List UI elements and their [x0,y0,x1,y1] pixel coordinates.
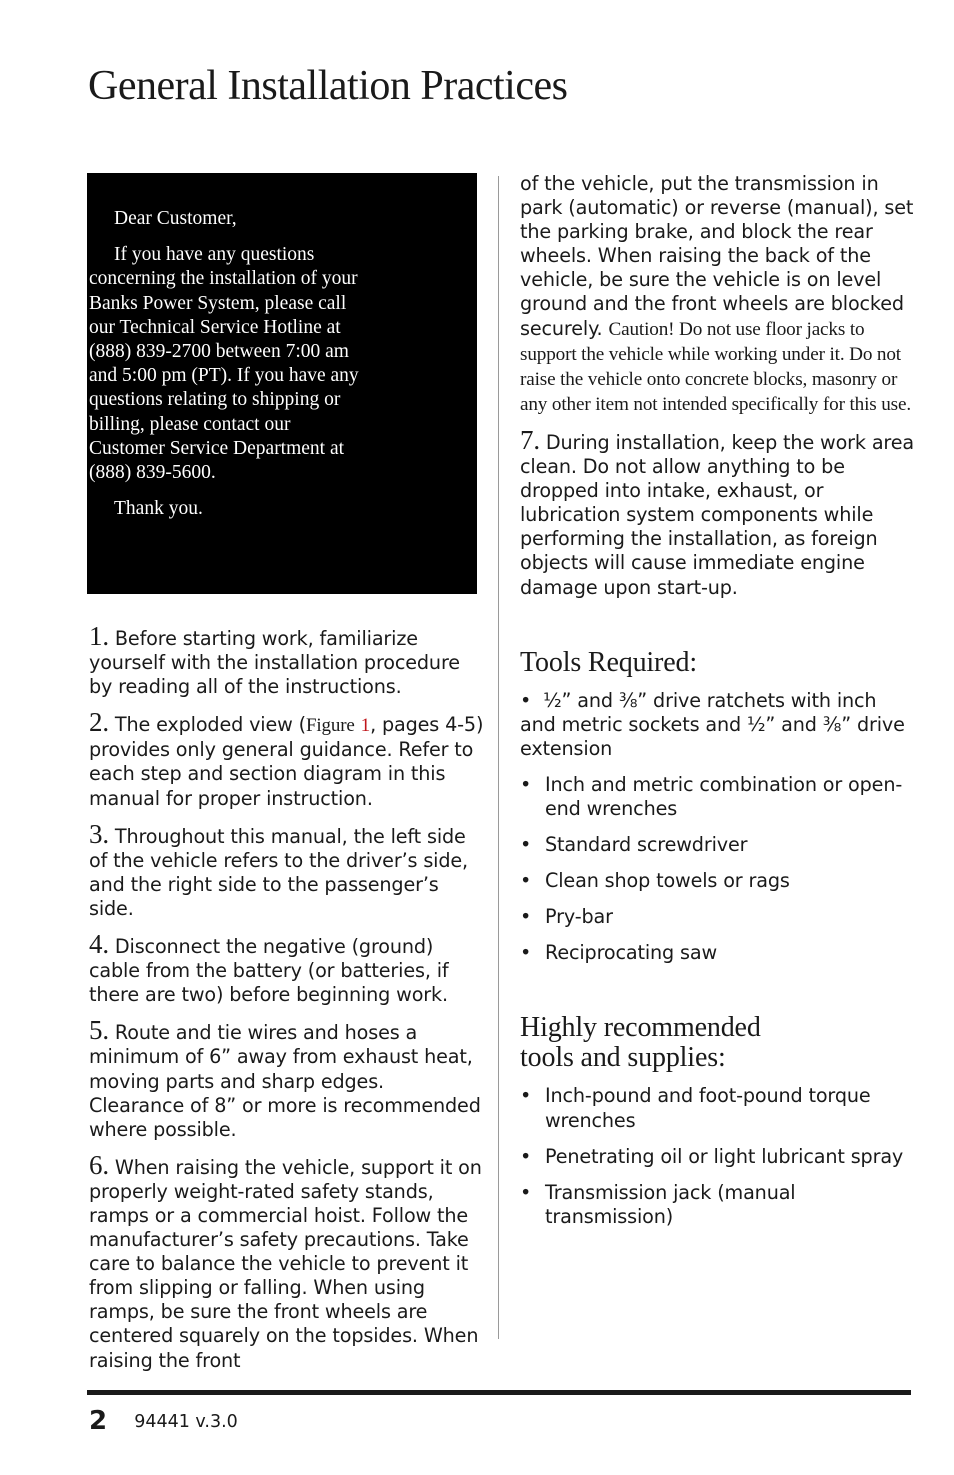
step-number: 6. [89,1149,109,1180]
page-footer [89,1406,238,1436]
step-number: 3. [89,818,109,849]
letter-closing: Thank you. [114,498,203,520]
page-number: 2 [89,1406,108,1436]
list-item: • Inch-pound and foot-pound torque wrenches [520,1084,871,1132]
list-item: • Transmission jack (manual transmission) [520,1180,796,1228]
list-item: • Reciprocating saw [520,941,718,965]
step-5 [89,1015,484,1141]
list-item: • Standard screwdriver [520,833,748,857]
step-text: During installation, keep the work area clean. Do not allow anything to be dropped into intake, exhaust, or lubrication system components while performing the installation, as foreign objects will cause immediate engine damage upon start-up. [520,430,915,599]
tools-required-list [520,689,915,966]
step-3 [89,818,484,921]
footer-rule [87,1390,911,1395]
list-item: • Clean shop towels or rags [520,869,790,893]
step-text: Throughout this manual, the left side of the vehicle refers to the driver’s side, and the right side to the passenger’s side. [89,824,468,920]
left-column [89,621,484,1384]
step-number: 7. [520,424,540,455]
step-2 [89,707,484,810]
list-item: • ½” and ⅜” drive ratchets with inch and metric sockets and ½” and ⅜” drive extension [520,688,905,760]
tools-required-heading: Tools Required: [520,646,697,678]
step-text: Before starting work, familiarize yourself with the installation procedure by reading all of the instructions. [89,627,460,699]
step-text: Disconnect the negative (ground) cable from the battery (or batteries, if there are two) before beginning work. [89,935,449,1007]
step-text: , pages 4-5) provides only general guidance. Refer to each step and section diagram in this manual for proper instruction. [89,713,484,810]
step-text: When raising the vehicle, support it on properly weight-rated safety stands, ramps or a commercial hoist. Follow the manufacturer’s safety precautions. Take care to balance the vehicle to prevent it from slipping or falling. When using ramps, be sure the front wheels are centered squarely on the topsides. When raising the front [89,1155,482,1372]
step-6-continued [520,172,915,417]
letter-body: If you have any questions concerning the installation of your Banks Power System, please call our Technical Service Hotline at (888) 839-2700 between 7:00 am and 5:00 pm (PT). If you have any questions relating to shipping or billing, please contact our Customer Service Department at (888) 839-5600. [89,244,359,484]
list-item: • Inch and metric combination or open-end wrenches [520,772,903,820]
list-item: • Pry-bar [520,905,613,929]
figure-reference-word: Figure [305,715,355,737]
document-version: 94441 v.3.0 [134,1412,238,1432]
page-title: General Installation Practices [88,63,568,109]
step-number: 4. [89,929,109,960]
customer-letter-box [87,173,477,594]
column-divider [498,176,499,1339]
step-number: 5. [89,1015,109,1046]
step-6 [89,1149,484,1373]
step-text: Route and tie wires and hoses a minimum of 6” away from exhaust heat, moving parts and sharp edges. Clearance of 8” or more is recommended where possible. [89,1021,481,1141]
step-text: of the vehicle, put the transmission in park (automatic) or reverse (manual), set the parking brake, and block the rear wheels. When raising the back of the vehicle, be sure the vehicle is on level ground and the front wheels are blocked securely. [520,172,914,340]
step-text: The exploded view ( [114,713,306,737]
letter-greeting: Dear Customer, [114,208,237,229]
recommended-tools-heading: Highly recommended tools and supplies: [520,1012,761,1074]
recommended-tools-list [520,1084,915,1228]
list-item: • Penetrating oil or light lubricant spray [520,1144,904,1168]
step-7 [520,424,915,600]
figure-reference-link[interactable]: 1 [360,715,371,737]
step-4 [89,929,484,1007]
step-number: 2. [89,707,109,738]
caution-note: Caution! Do not use floor jacks to support the vehicle while working under it. Do not raise the vehicle onto concrete blocks, masonry or any other item not intended specifically for this use. [520,318,911,415]
step-number: 1. [89,621,109,651]
step-1 [89,621,484,699]
right-column [520,172,915,1241]
